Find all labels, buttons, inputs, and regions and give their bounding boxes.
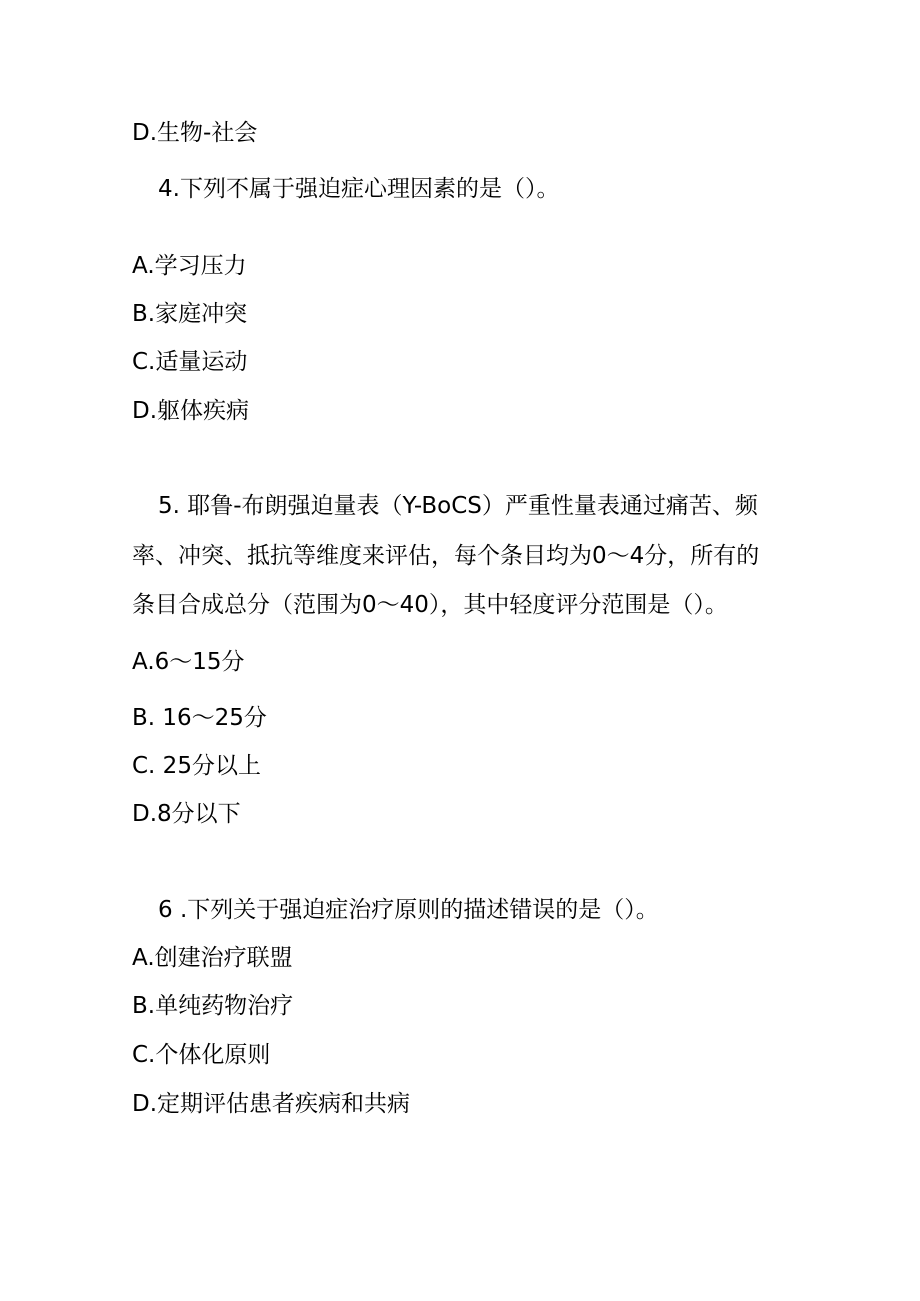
question-4-option-d: D.躯体疾病: [132, 398, 250, 424]
question-5-option-a: A.6〜15分: [132, 649, 245, 675]
question-5-stem-line-2: 率、冲突、抵抗等维度来评估，每个条目均为0〜4分，所有的: [132, 543, 760, 569]
question-3-option-d: D.生物-社会: [132, 120, 258, 146]
question-6-option-c: C.个体化原则: [132, 1042, 271, 1068]
question-5-stem-line-3: 条目合成总分（范围为0〜40），其中轻度评分范围是（）。: [132, 592, 728, 618]
question-4-option-a: A.学习压力: [132, 253, 247, 279]
question-4-stem: 4.下列不属于强迫症心理因素的是（）。: [158, 176, 560, 202]
question-6-option-d: D.定期评估患者疾病和共病: [132, 1091, 411, 1117]
question-4-option-c: C.适量运动: [132, 349, 248, 375]
question-6-option-a: A.创建治疗联盟: [132, 945, 293, 971]
question-6-option-b: B.单纯药物治疗: [132, 993, 294, 1019]
question-5-option-c: C. 25分以上: [132, 753, 261, 779]
question-4-option-b: B.家庭冲突: [132, 301, 248, 327]
question-5-stem-line-1: 5. 耶鲁-布朗强迫量表（Y-BoCS）严重性量表通过痛苦、频: [158, 493, 758, 519]
question-5-option-d: D.8分以下: [132, 801, 241, 827]
question-5-option-b: B. 16〜25分: [132, 705, 267, 731]
question-6-stem: 6 .下列关于强迫症治疗原则的描述错误的是（）。: [158, 897, 659, 923]
